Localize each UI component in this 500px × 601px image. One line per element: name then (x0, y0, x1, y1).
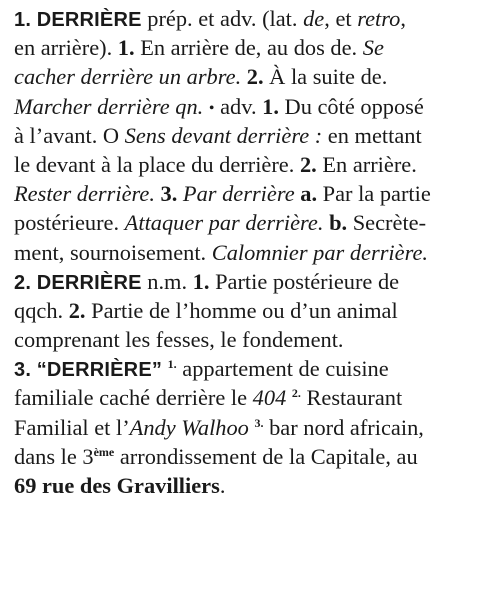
example: Sens devant derrière : (119, 122, 323, 148)
entry-1-line-2 (14, 33, 498, 62)
entry-3-headword: “DERRIÈRE” (36, 359, 163, 382)
subsense-letter: b. (323, 210, 348, 236)
definition: Restaurant (300, 385, 403, 411)
entry-2-line-3 (14, 325, 498, 354)
sense-number: 3. (154, 181, 178, 207)
etym-retro: retro (357, 6, 401, 31)
sense-number: 2. (68, 297, 86, 323)
dictionary-page (14, 4, 498, 500)
entry-3-line-2 (14, 383, 498, 412)
entry-2-line-1 (14, 267, 498, 296)
entry-1-number: 1. (14, 9, 32, 31)
text-segment: familiale caché derrière le (14, 385, 253, 411)
definition: comprenant les fesses, le fondement. (14, 327, 344, 353)
text-segment: ment, sournoisement. (14, 239, 212, 265)
text-segment: dans le 3 (14, 443, 94, 469)
entry-3-line-4 (14, 442, 498, 471)
example: Rester derrière. (14, 181, 155, 207)
period: . (219, 473, 226, 498)
definition: À la suite de. (263, 64, 388, 90)
entry-2-number: 2. (14, 271, 32, 294)
text-segment: le devant à la place du derrière. (14, 151, 300, 177)
definition: appartement de cuisine (176, 356, 389, 382)
sense-number: 1. (192, 268, 210, 294)
entry-1-line-8 (14, 208, 498, 237)
definition: Partie postérieure de (209, 268, 400, 294)
entry-2-line-2 (14, 296, 498, 325)
definition: Secrète- (347, 210, 427, 236)
entry-3-line-1 (14, 354, 498, 383)
entry-1-pos: prép. et adv. (lat. (147, 6, 304, 31)
entry-1-line-1 (14, 4, 498, 33)
entry-1-line-9 (14, 238, 498, 267)
text-segment: en arrière). (14, 35, 118, 61)
text-segment: Familial et l’ (14, 414, 130, 440)
entry-2-headword: DERRIÈRE (36, 271, 142, 294)
entry-3-number: 3. (14, 359, 32, 382)
definition: en mettant (322, 122, 422, 148)
circle-icon: O (102, 122, 120, 148)
entry-2-pos: n.m. (141, 268, 193, 294)
sense-number: 1. (117, 35, 135, 61)
text-segment: à l’avant. (14, 122, 103, 148)
bullet-icon: • (208, 99, 215, 117)
definition: En arrière. (316, 151, 417, 177)
definition: En arrière de, au dos de. (134, 35, 363, 61)
text-segment: postérieure. (14, 210, 125, 236)
entry-1-line-4 (14, 92, 498, 121)
example: Marcher derrière qn. (14, 93, 204, 119)
etym-and: , et (324, 6, 358, 31)
pos-label: adv. (214, 93, 263, 119)
entry-1-line-5 (14, 121, 498, 150)
sense-number: 1. (262, 93, 279, 119)
entry-1-line-7 (14, 179, 498, 208)
etym-de: de (303, 6, 325, 31)
definition: Par la partie (317, 181, 431, 207)
definition: Partie de l’homme ou d’un animal (85, 297, 398, 323)
example: Par derrière (177, 181, 295, 207)
subsense-letter: a. (294, 181, 318, 207)
sense-number: 2. (299, 151, 317, 177)
superscript-eme: ème (93, 444, 115, 459)
address: 69 rue des Gravilliers (14, 473, 220, 498)
sense-number: 2. (246, 64, 264, 90)
definition: bar nord africain, (263, 414, 424, 440)
name-andy-walhoo: Andy Walhoo (129, 414, 249, 440)
entry-3-line-3 (14, 413, 498, 442)
number-404: 404 (252, 385, 287, 411)
example: Se (362, 35, 384, 61)
definition: Du côté opposé (278, 93, 424, 119)
entry-1-line-6 (14, 150, 498, 179)
example: Attaquer par derrière. (124, 210, 324, 236)
definition: arrondissement de la Capitale, au (114, 443, 418, 469)
entry-1-line-3 (14, 62, 498, 91)
etym-end: , (400, 6, 406, 31)
superscript-number: 3. (254, 415, 264, 430)
text-segment: qqch. (14, 297, 69, 323)
superscript-number: 2. (291, 386, 301, 401)
entry-1-headword: DERRIÈRE (36, 9, 142, 31)
entry-3-line-5 (14, 471, 498, 500)
example: Calomnier par derrière. (211, 239, 428, 265)
example: cacher derrière un arbre. (14, 64, 242, 90)
superscript-number: 1. (167, 357, 177, 372)
